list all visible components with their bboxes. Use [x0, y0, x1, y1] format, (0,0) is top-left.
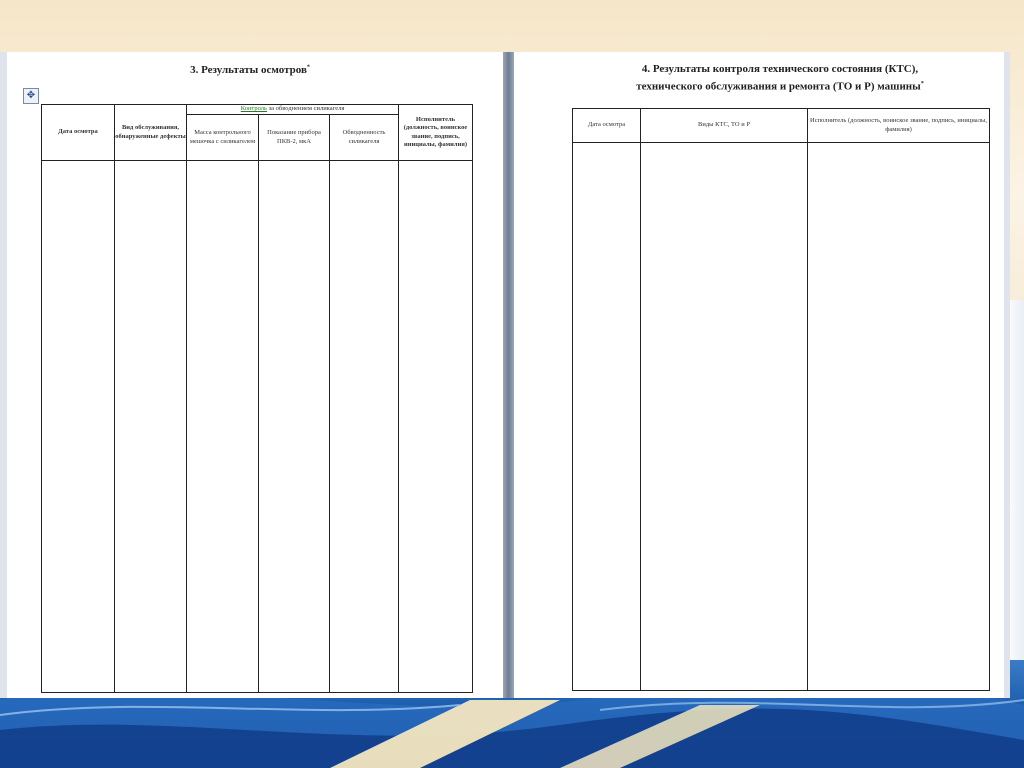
left-page-title: 3. Результаты осмотров* — [190, 64, 310, 76]
table-cell[interactable] — [187, 161, 259, 693]
inspection-results-table — [41, 104, 473, 693]
table-cell[interactable] — [259, 161, 330, 693]
move-arrows-icon[interactable]: ✥ — [23, 88, 39, 104]
col-device-reading: Показание прибора ПКВ-2, мкА — [259, 115, 330, 161]
col-executor: Исполнитель (должность, воинское звание, подпись, инициалы, фамилия) — [808, 109, 990, 143]
table-cell[interactable] — [808, 143, 990, 691]
col-date: Дата осмотра — [42, 105, 115, 161]
col-date: Дата осмотра — [573, 109, 641, 143]
table-cell[interactable] — [42, 161, 115, 693]
right-page-title: 4. Результаты контроля технического состояния (КТС), технического обслуживания и ремонта (ТО и Р) машины* — [636, 63, 924, 93]
col-moisture: Обводненность силикагеля — [330, 115, 399, 161]
table-cell[interactable] — [399, 161, 473, 693]
table-cell[interactable] — [573, 143, 641, 691]
col-group-control: Контроль за обводнением силикагеля — [187, 105, 399, 115]
page-divider — [503, 52, 514, 698]
table-cell[interactable] — [330, 161, 399, 693]
col-kind: Виды КТС, ТО и Р — [641, 109, 808, 143]
col-bag-mass: Масса контрольного мешочка с силикагелем — [187, 115, 259, 161]
technical-condition-table — [572, 108, 990, 691]
table-cell[interactable] — [115, 161, 187, 693]
table-cell[interactable] — [641, 143, 808, 691]
col-executor: Исполнитель (должность, воинское звание, подпись, инициалы, фамилия) — [399, 105, 473, 161]
col-service-type: Вид обслуживания, обнаруженные дефекты — [115, 105, 187, 161]
